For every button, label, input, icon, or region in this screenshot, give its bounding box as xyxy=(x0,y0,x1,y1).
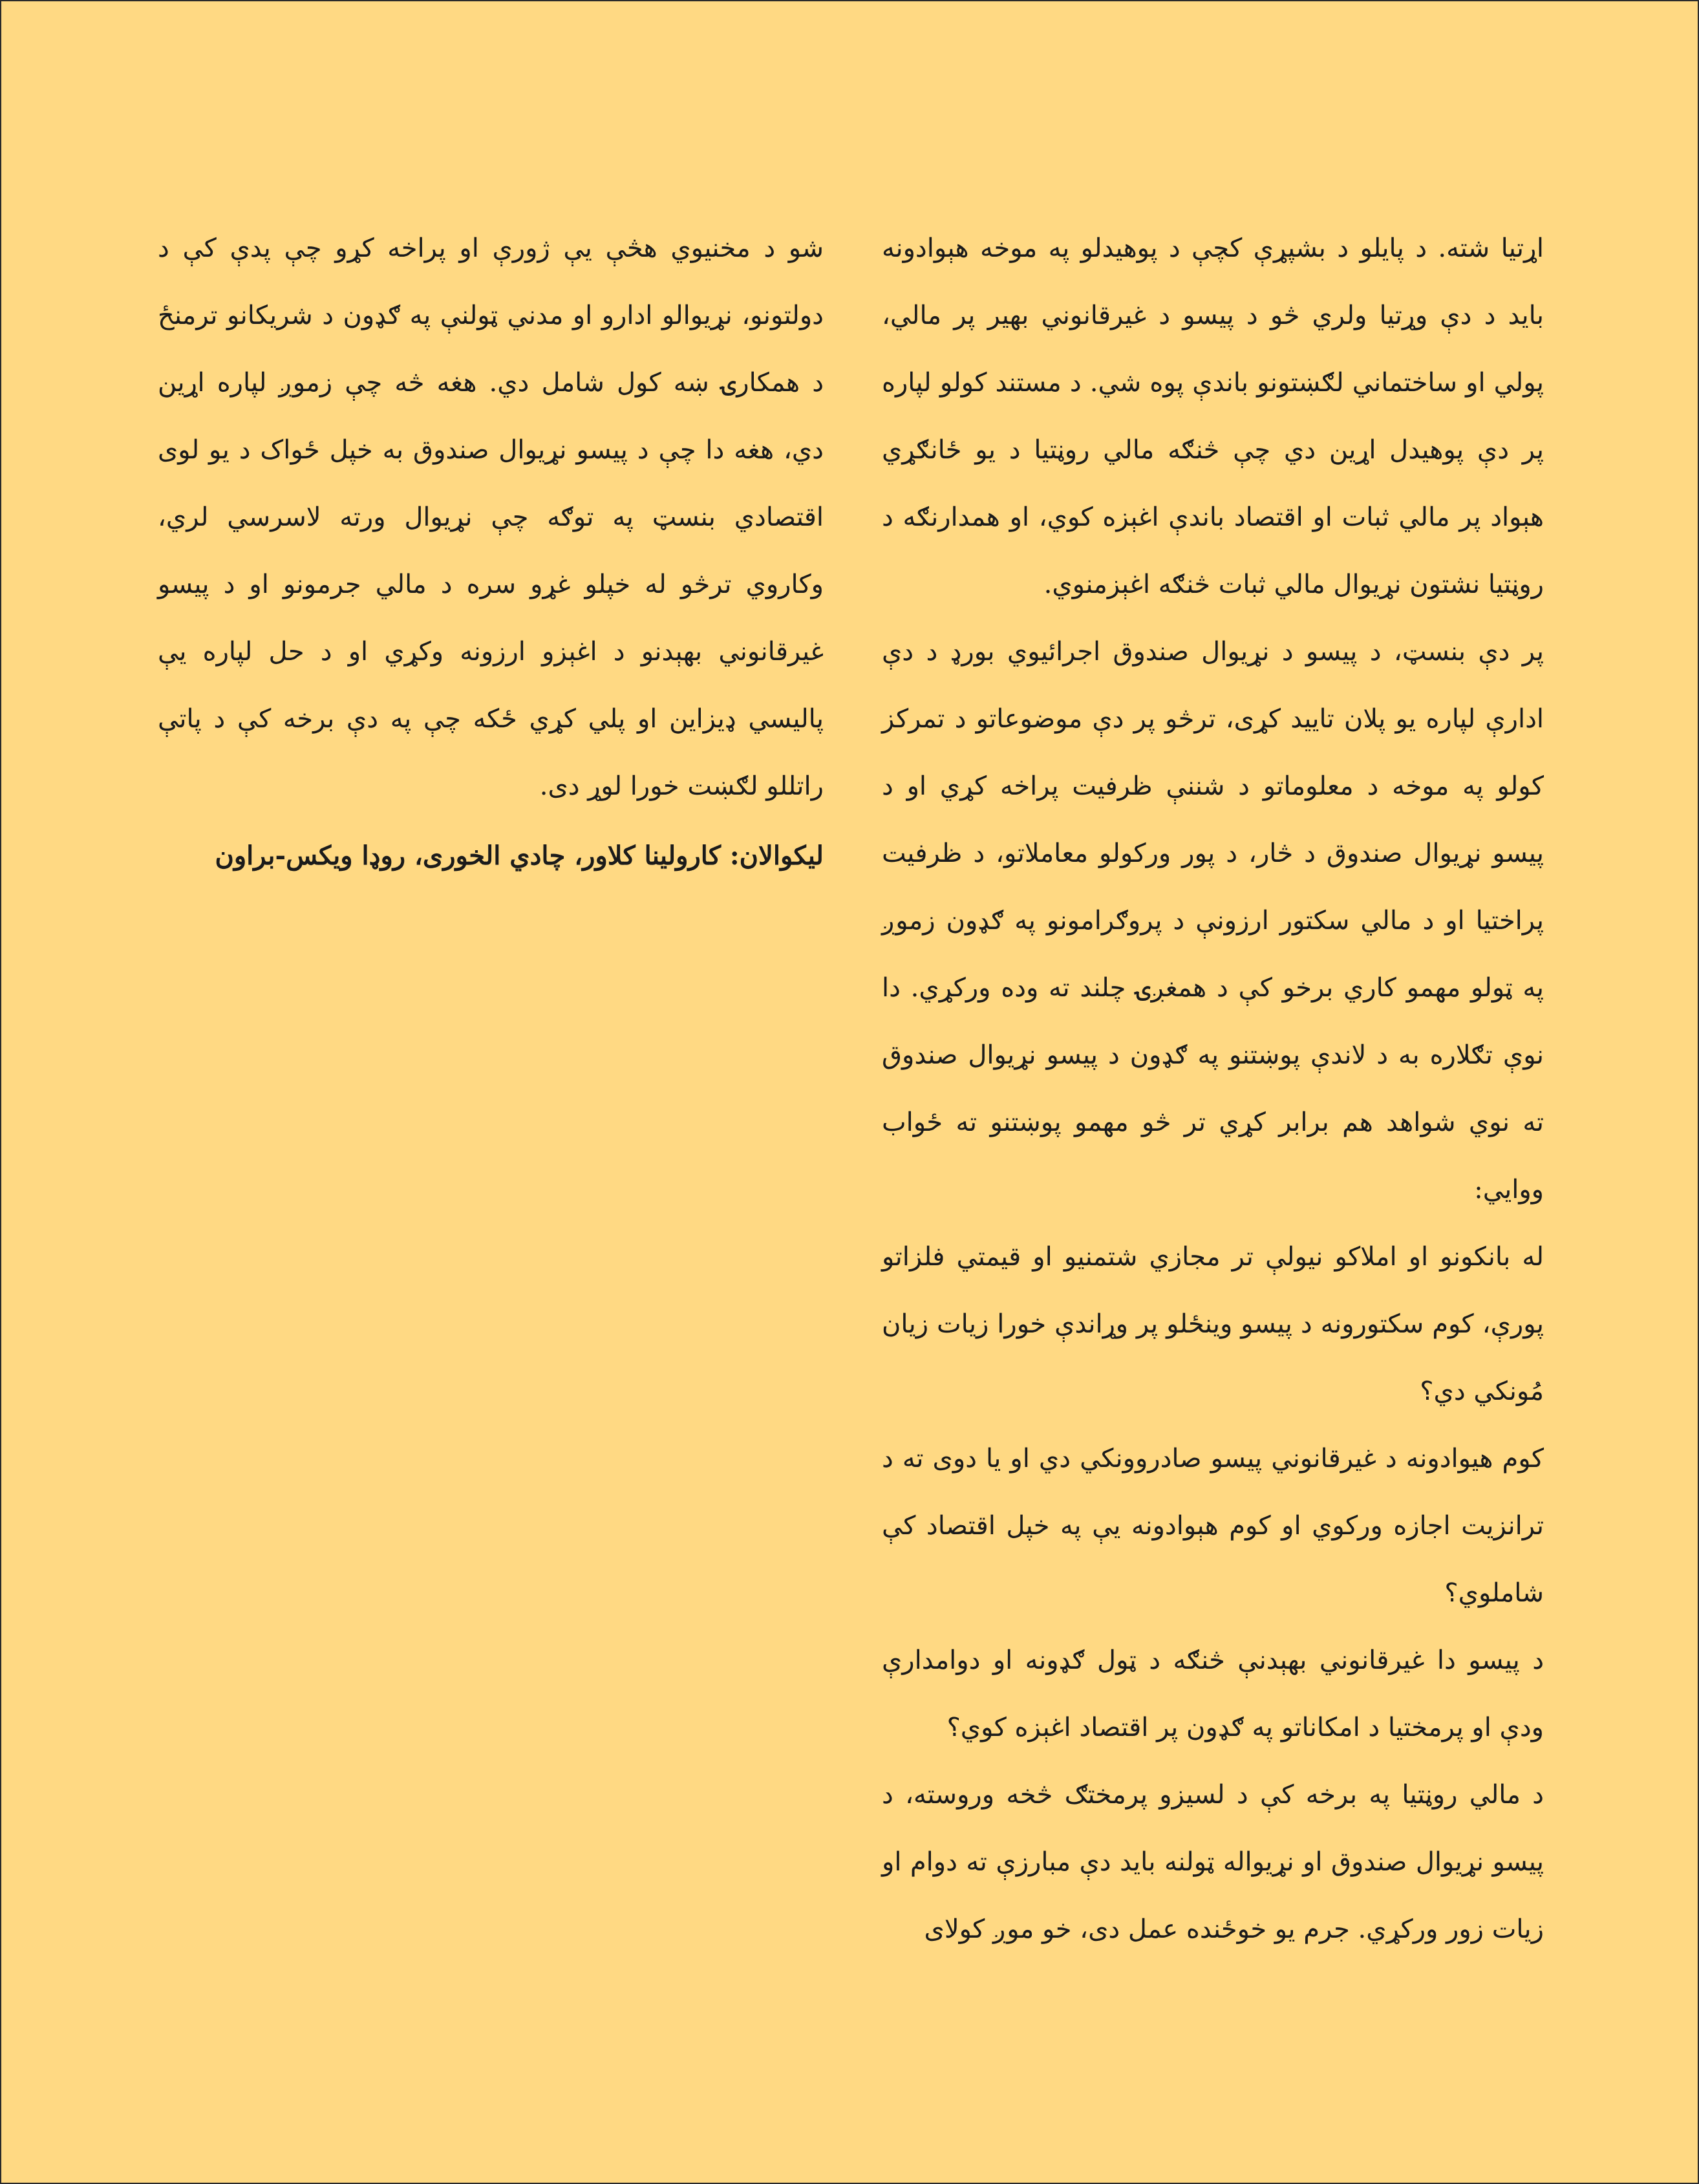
paragraph: اړتیا شته. د پایلو د بشپړې کچې د پوهیدلو په موخه هېوادونه باید د دې وړتیا ولري څو د پیسو د غیرقانوني بهیر پر مالي، پولي او ساختماني لګښتونو باندې پوه شي. د مستند کولو لپاره پر دې پوهیدل اړین دي چې څنګه مالي روڼتیا د یو ځانګړي هېواد پر مالي ثبات او اقتصاد باندې اغېزه کوي، او همدارنګه د روڼتیا نشتون نړیوال مالي ثبات څنګه اغېزمنوي. xyxy=(882,233,1544,599)
author-line: لیکوالان: کارولینا کلاور، چادي الخوری، روډا ویکس-براون xyxy=(215,840,824,871)
paragraph: پر دې بنسټ، د پیسو د نړیوال صندوق اجرائیوي بورډ د دې ادارې لپاره یو پلان تایید کړی، ترڅو پر دې موضوعاتو د تمرکز کولو په موخه د معلوماتو د شننې ظرفیت پراخه کړي او د پیسو نړیوال صندوق د څار، د پور ورکولو معاملاتو، د ظرفیت پراختیا او د مالي سکتور ارزونې د پروګرامونو په ګډون زموږ په ټولو مهمو کاري برخو کې د همغږۍ چلند ته وده ورکړي. دا نوې تګلاره به د لاندې پوښتنو په ګډون د پیسو نړیوال صندوق ته نوي شواهد هم برابر کړي تر څو مهمو پوښتنو ته ځواب ووایي: xyxy=(882,637,1544,1204)
text-column-left xyxy=(158,215,824,890)
question-paragraph: کوم هیوادونه د غیرقانوني پیسو صادروونکي دي او یا دوی ته د ترانزیت اجازه ورکوي او کوم هېوادونه یې په خپل اقتصاد کې شاملوي؟ xyxy=(882,1444,1544,1608)
paragraph: د مالي روڼتیا په برخه کې د لسیزو پرمختګ څخه وروسته، د پیسو نړیوال صندوق او نړیواله ټولنه باید دې مبارزې ته دوام او زیات زور ورکړي. جرم یو خوځنده عمل دی، خو موږ کولای xyxy=(882,1780,1544,1944)
question-paragraph: د پیسو دا غیرقانوني بهېدنې څنګه د ټول ګډونه او دوامدارې ودې او پرمختیا د امکاناتو په ګډون پر اقتصاد اغېزه کوي؟ xyxy=(882,1645,1544,1742)
question-paragraph: له بانکونو او املاکو نیولې تر مجازي شتمنیو او قیمتي فلزاتو پورې، کوم سکتورونه د پیسو وینځلو پر وړاندې خورا زیات زیان مُونکي دي؟ xyxy=(882,1242,1544,1406)
text-column-right xyxy=(882,215,1544,1963)
paragraph: شو د مخنیوي هڅې یې ژورې او پراخه کړو چې پدې کې د دولتونو، نړیوالو ادارو او مدني ټولنې په ګډون د شریکانو ترمنځ د همکارۍ ښه کول شامل دي. هغه څه چې زموږ لپاره اړین دي، هغه دا چې د پیسو نړیوال صندوق به خپل ځواک د یو لوی اقتصادي بنسټ په توګه چې نړیوال ورته لاسرسي لري، وکاروي ترڅو له خپلو غړو سره د مالي جرمونو او د پیسو غیرقانوني بهېدنو د اغېزو ارزونه وکړي او د حل لپاره یې پالیسي ډیزاین او پلي کړي ځکه چې په دې برخه کې د پاتې راتللو لګښت خورا لوړ دی. xyxy=(158,233,824,801)
